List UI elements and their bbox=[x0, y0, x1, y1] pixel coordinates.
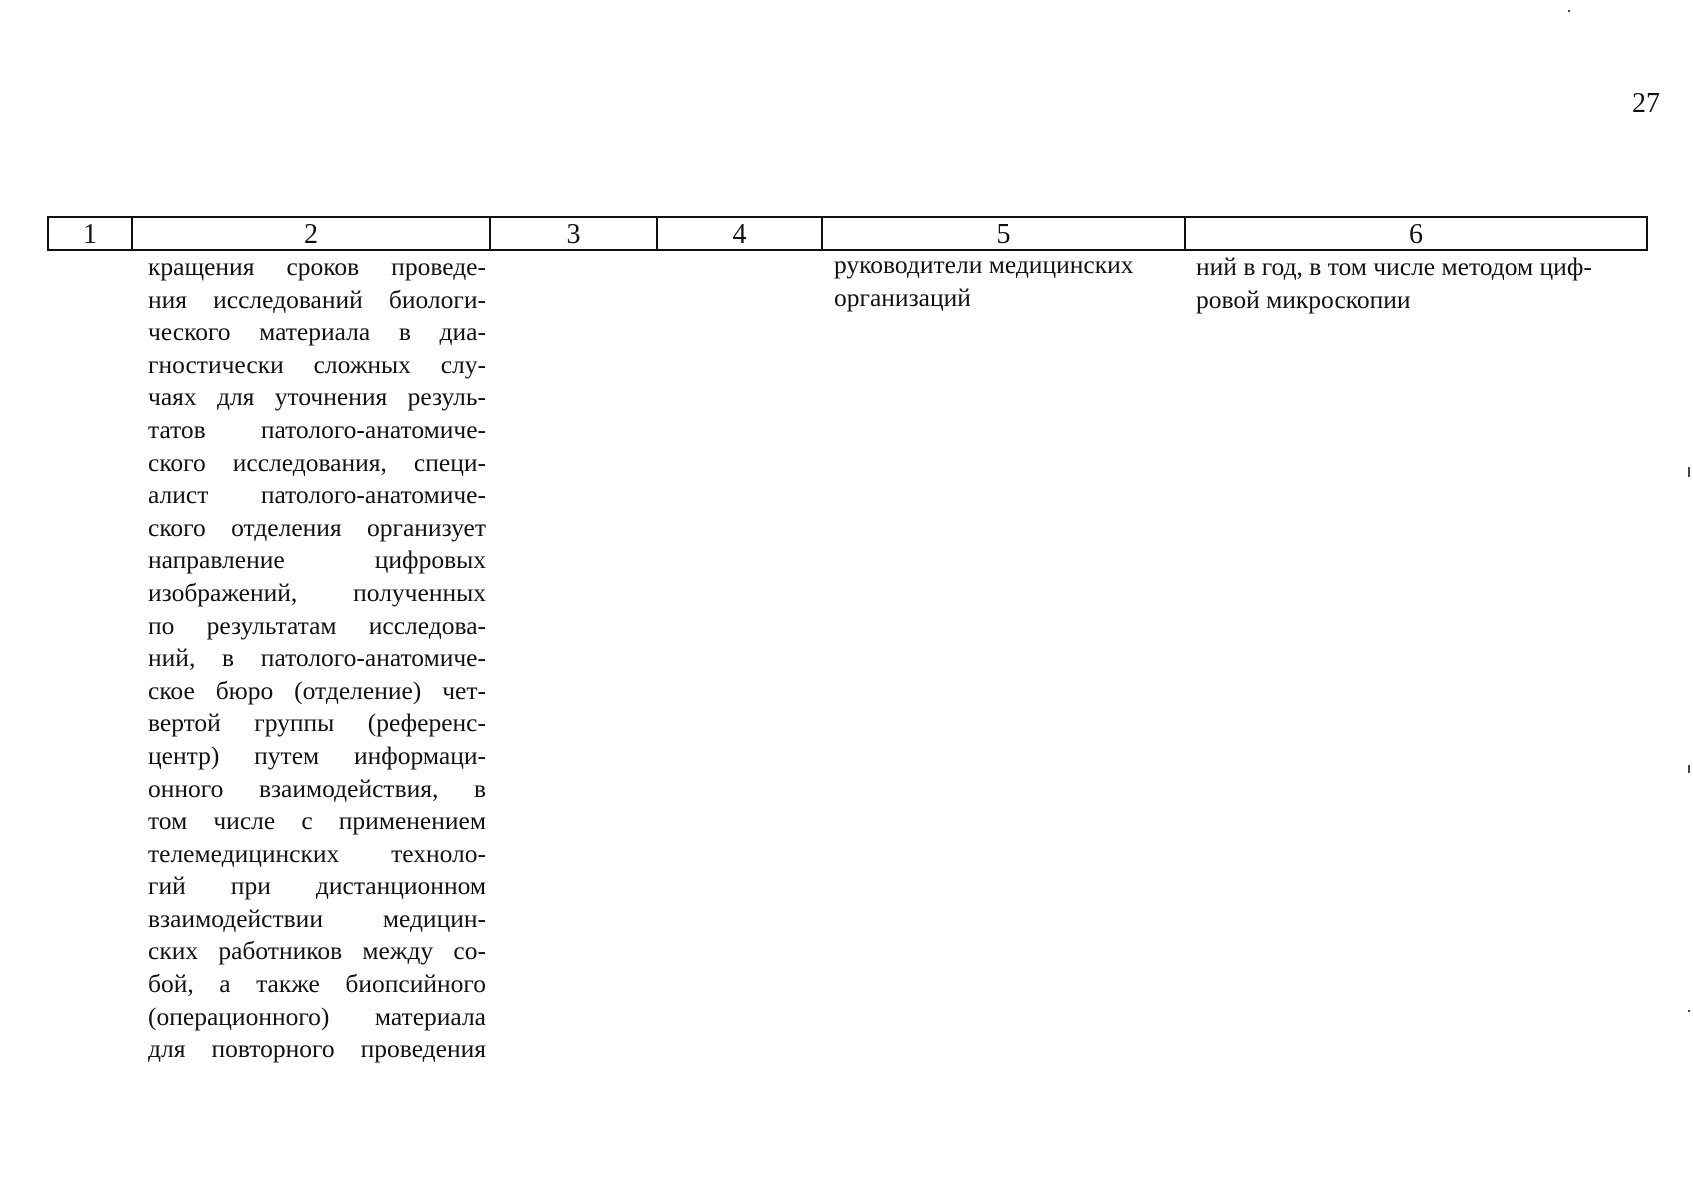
table-header-row bbox=[47, 216, 1648, 251]
text-line: центр) путем информаци- bbox=[148, 740, 486, 770]
text-line: ний, в патолого-анатомиче- bbox=[148, 643, 486, 673]
text-line: телемедицинских техноло- bbox=[148, 838, 486, 868]
text-line: изображений, полученных bbox=[148, 577, 486, 607]
text-line: по результатам исследова- bbox=[148, 610, 486, 640]
text-line: руководители медицинских bbox=[834, 250, 1134, 279]
text-line: ское бюро (отделение) чет- bbox=[148, 675, 486, 705]
text-line: ских работников между со- bbox=[148, 936, 486, 966]
header-cell-3: 3 bbox=[491, 218, 658, 249]
column-5-text bbox=[834, 249, 1174, 314]
text-line: онного взаимодействия, в bbox=[148, 773, 486, 803]
scan-speck bbox=[1688, 765, 1690, 773]
text-line: (операционного) материала bbox=[148, 1001, 486, 1031]
text-line: ческого материала в диа- bbox=[148, 317, 486, 347]
text-line: ского исследования, специ- bbox=[148, 447, 486, 477]
column-2-text bbox=[148, 251, 486, 1066]
text-line: ского отделения организует bbox=[148, 512, 486, 542]
text-line: кращения сроков проведе- bbox=[148, 252, 486, 281]
scan-speck bbox=[1568, 10, 1570, 12]
scan-speck bbox=[1688, 1010, 1690, 1012]
header-cell-4: 4 bbox=[658, 218, 823, 249]
text-line: организаций bbox=[834, 282, 971, 312]
column-6-text bbox=[1196, 251, 1646, 316]
scan-speck bbox=[1688, 467, 1690, 477]
text-line: гий при дистанционном bbox=[148, 871, 486, 901]
text-line: направление цифровых bbox=[148, 545, 486, 575]
header-cell-5: 5 bbox=[823, 218, 1186, 249]
text-line: вертой группы (референс- bbox=[148, 708, 486, 738]
text-line: ния исследований биологи- bbox=[148, 284, 486, 314]
text-line: гностически сложных слу- bbox=[148, 349, 486, 379]
header-cell-6: 6 bbox=[1409, 219, 1423, 250]
text-line: чаях для уточнения резуль- bbox=[148, 382, 486, 412]
text-line: том числе с применением bbox=[148, 806, 486, 836]
text-line: алист патолого-анатомиче- bbox=[148, 480, 486, 510]
text-line: для повторного проведения bbox=[148, 1034, 486, 1064]
text-line: бой, а также биопсийного bbox=[148, 969, 486, 999]
header-cell-1: 1 bbox=[49, 218, 133, 249]
header-cell-2: 2 bbox=[133, 218, 491, 249]
text-line: ний в год, в том числе методом циф- bbox=[1196, 252, 1592, 281]
text-line: татов патолого-анатомиче- bbox=[148, 414, 486, 444]
text-line: взаимодействии медицин- bbox=[148, 903, 486, 933]
page-number: 27 bbox=[1632, 88, 1660, 119]
text-line: ровой микроскопии bbox=[1196, 284, 1411, 314]
